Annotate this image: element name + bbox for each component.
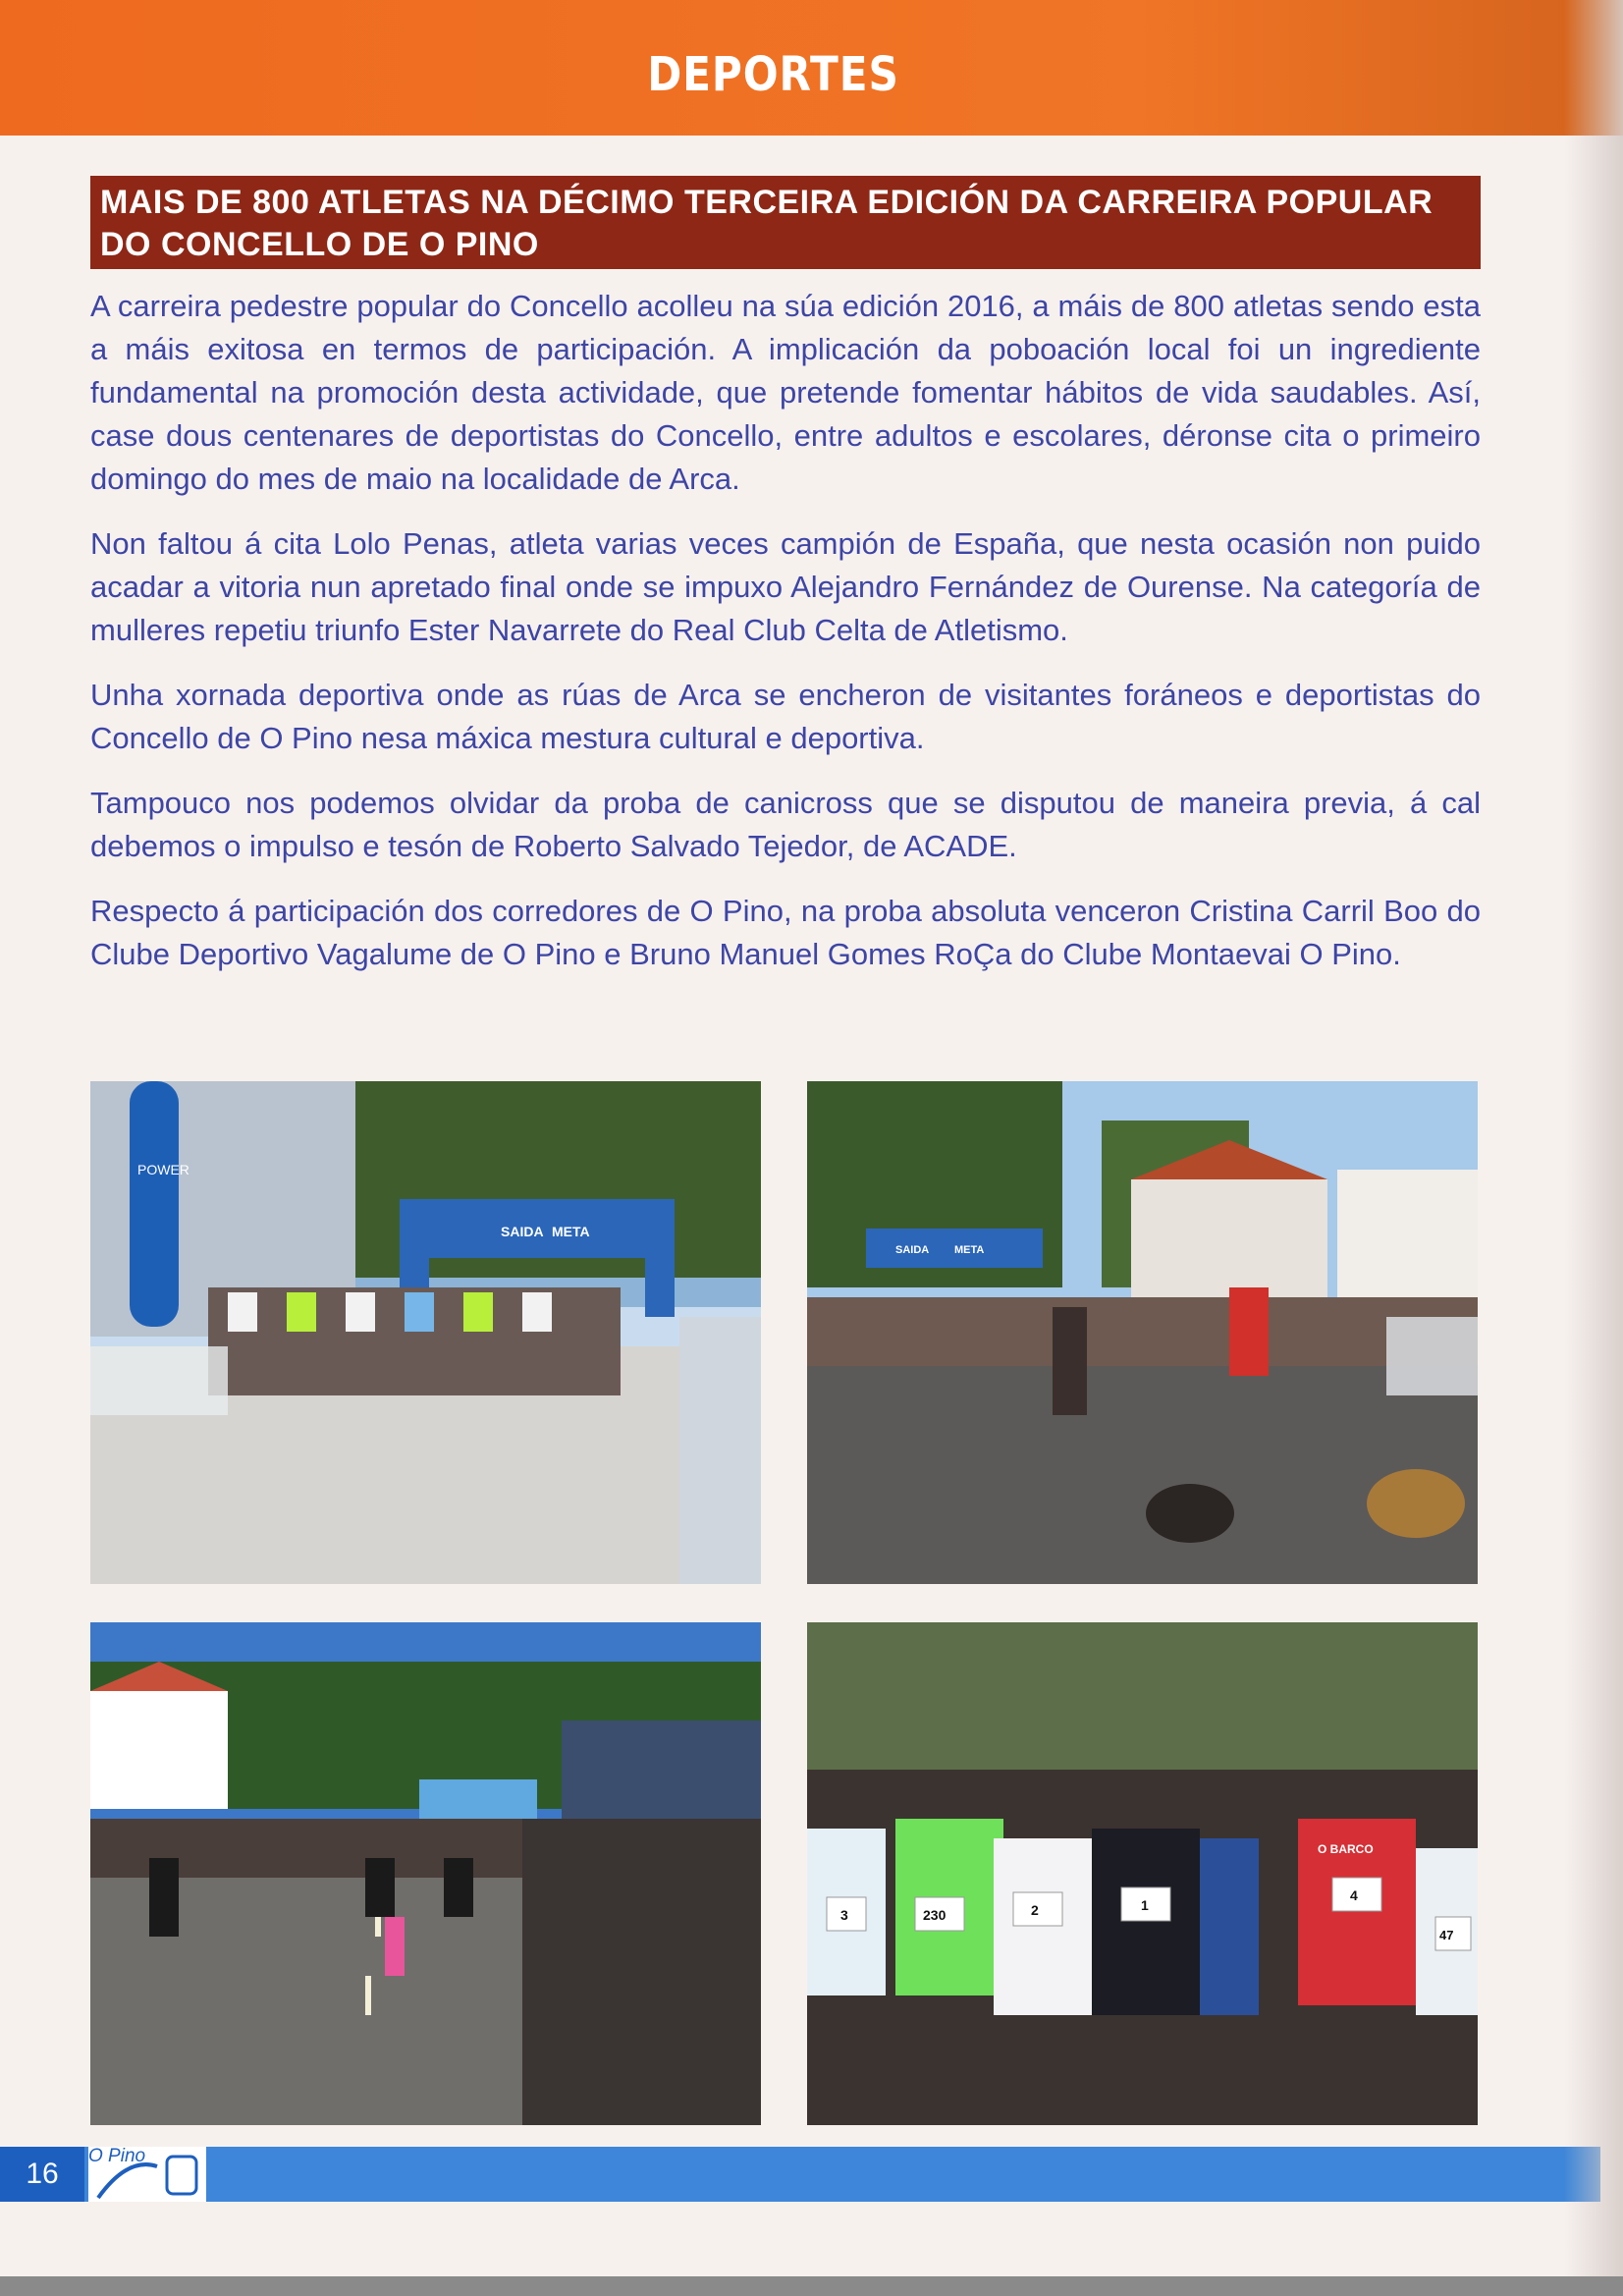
bib-3: 3: [840, 1907, 848, 1923]
article-paragraph-1: A carreira pedestre popular do Concello acolleu na súa edición 2016, a máis de 800 atletas sendo esta a máis exitosa en termos de participación. A implicación da poboación local foi un ingrediente fundamental na promoción desta actividade, que pretende fomentar hábitos de vida saudables. Así, case dous centenares de deportistas do Concello, entre adultos e escolares, déronse cita o primeiro domingo do mes de maio na localidade de Arca.: [90, 289, 1481, 496]
scan-edge: [0, 2276, 1623, 2296]
bottle-label: POWER: [137, 1162, 189, 1177]
article-paragraph-4: Tampouco nos podemos olvidar da proba de canicross que se disputou de maneira previa, á cal debemos o impulso e tesón de Roberto Salvado Tejedor, de ACADE.: [90, 786, 1481, 863]
logo-text: O Pino: [88, 2146, 146, 2166]
article-paragraph-5: Respecto á participación dos corredores de O Pino, na proba absoluta venceron Cristina Carril Boo do Clube Deportivo Vagalume de O Pino e Bruno Manuel Gomes RoÇa do Clube Montaevai O Pino.: [90, 894, 1481, 971]
section-title: DEPORTES: [647, 47, 899, 102]
coat-of-arms-icon: [167, 2157, 196, 2194]
photo-race-start: [90, 1081, 761, 1584]
arch-label-finish: META: [954, 1244, 985, 1256]
headline-box: [90, 176, 1481, 269]
page-number: 16: [0, 2147, 84, 2202]
footer-band: [0, 2147, 1600, 2202]
arch-label-finish: META: [552, 1224, 590, 1239]
article-paragraph-3: Unha xornada deportiva onde as rúas de Arca se encheron de visitantes foráneos e deportistas do Concello de O Pino nesa máxica mestura cultural e deportiva.: [90, 678, 1481, 755]
arch-label-start: SAIDA: [895, 1244, 930, 1256]
bottle-shape: [130, 1081, 179, 1327]
photo-elite-start: [807, 1622, 1478, 2125]
bib-47: 47: [1439, 1928, 1454, 1942]
municipality-logo: [88, 2147, 206, 2202]
bib-1: 1: [1141, 1897, 1149, 1913]
article-headline: MAIS DE 800 ATLETAS NA DÉCIMO TERCEIRA EDICIÓN DA CARREIRA POPULAR DO CONCELLO DE O PINO: [100, 184, 1434, 263]
article-body: [90, 285, 1481, 998]
arch-label-start: SAIDA: [501, 1224, 544, 1239]
page-fold-shadow: [1564, 0, 1623, 2296]
bib-230: 230: [923, 1907, 947, 1923]
singlet-club: O BARCO: [1318, 1842, 1374, 1856]
bib-4: 4: [1350, 1887, 1358, 1903]
photo-kids-race: [90, 1622, 761, 2125]
photo-canicross: [807, 1081, 1478, 1584]
bib-2: 2: [1031, 1902, 1039, 1918]
article-paragraph-2: Non faltou á cita Lolo Penas, atleta varias veces campión de España, que nesta ocasión non puido acadar a vitoria nun apretado final onde se impuxo Alejandro Fernández de Ourense. Na categoría de mulleres repetiu triunfo Ester Navarrete do Real Club Celta de Atletismo.: [90, 526, 1481, 647]
